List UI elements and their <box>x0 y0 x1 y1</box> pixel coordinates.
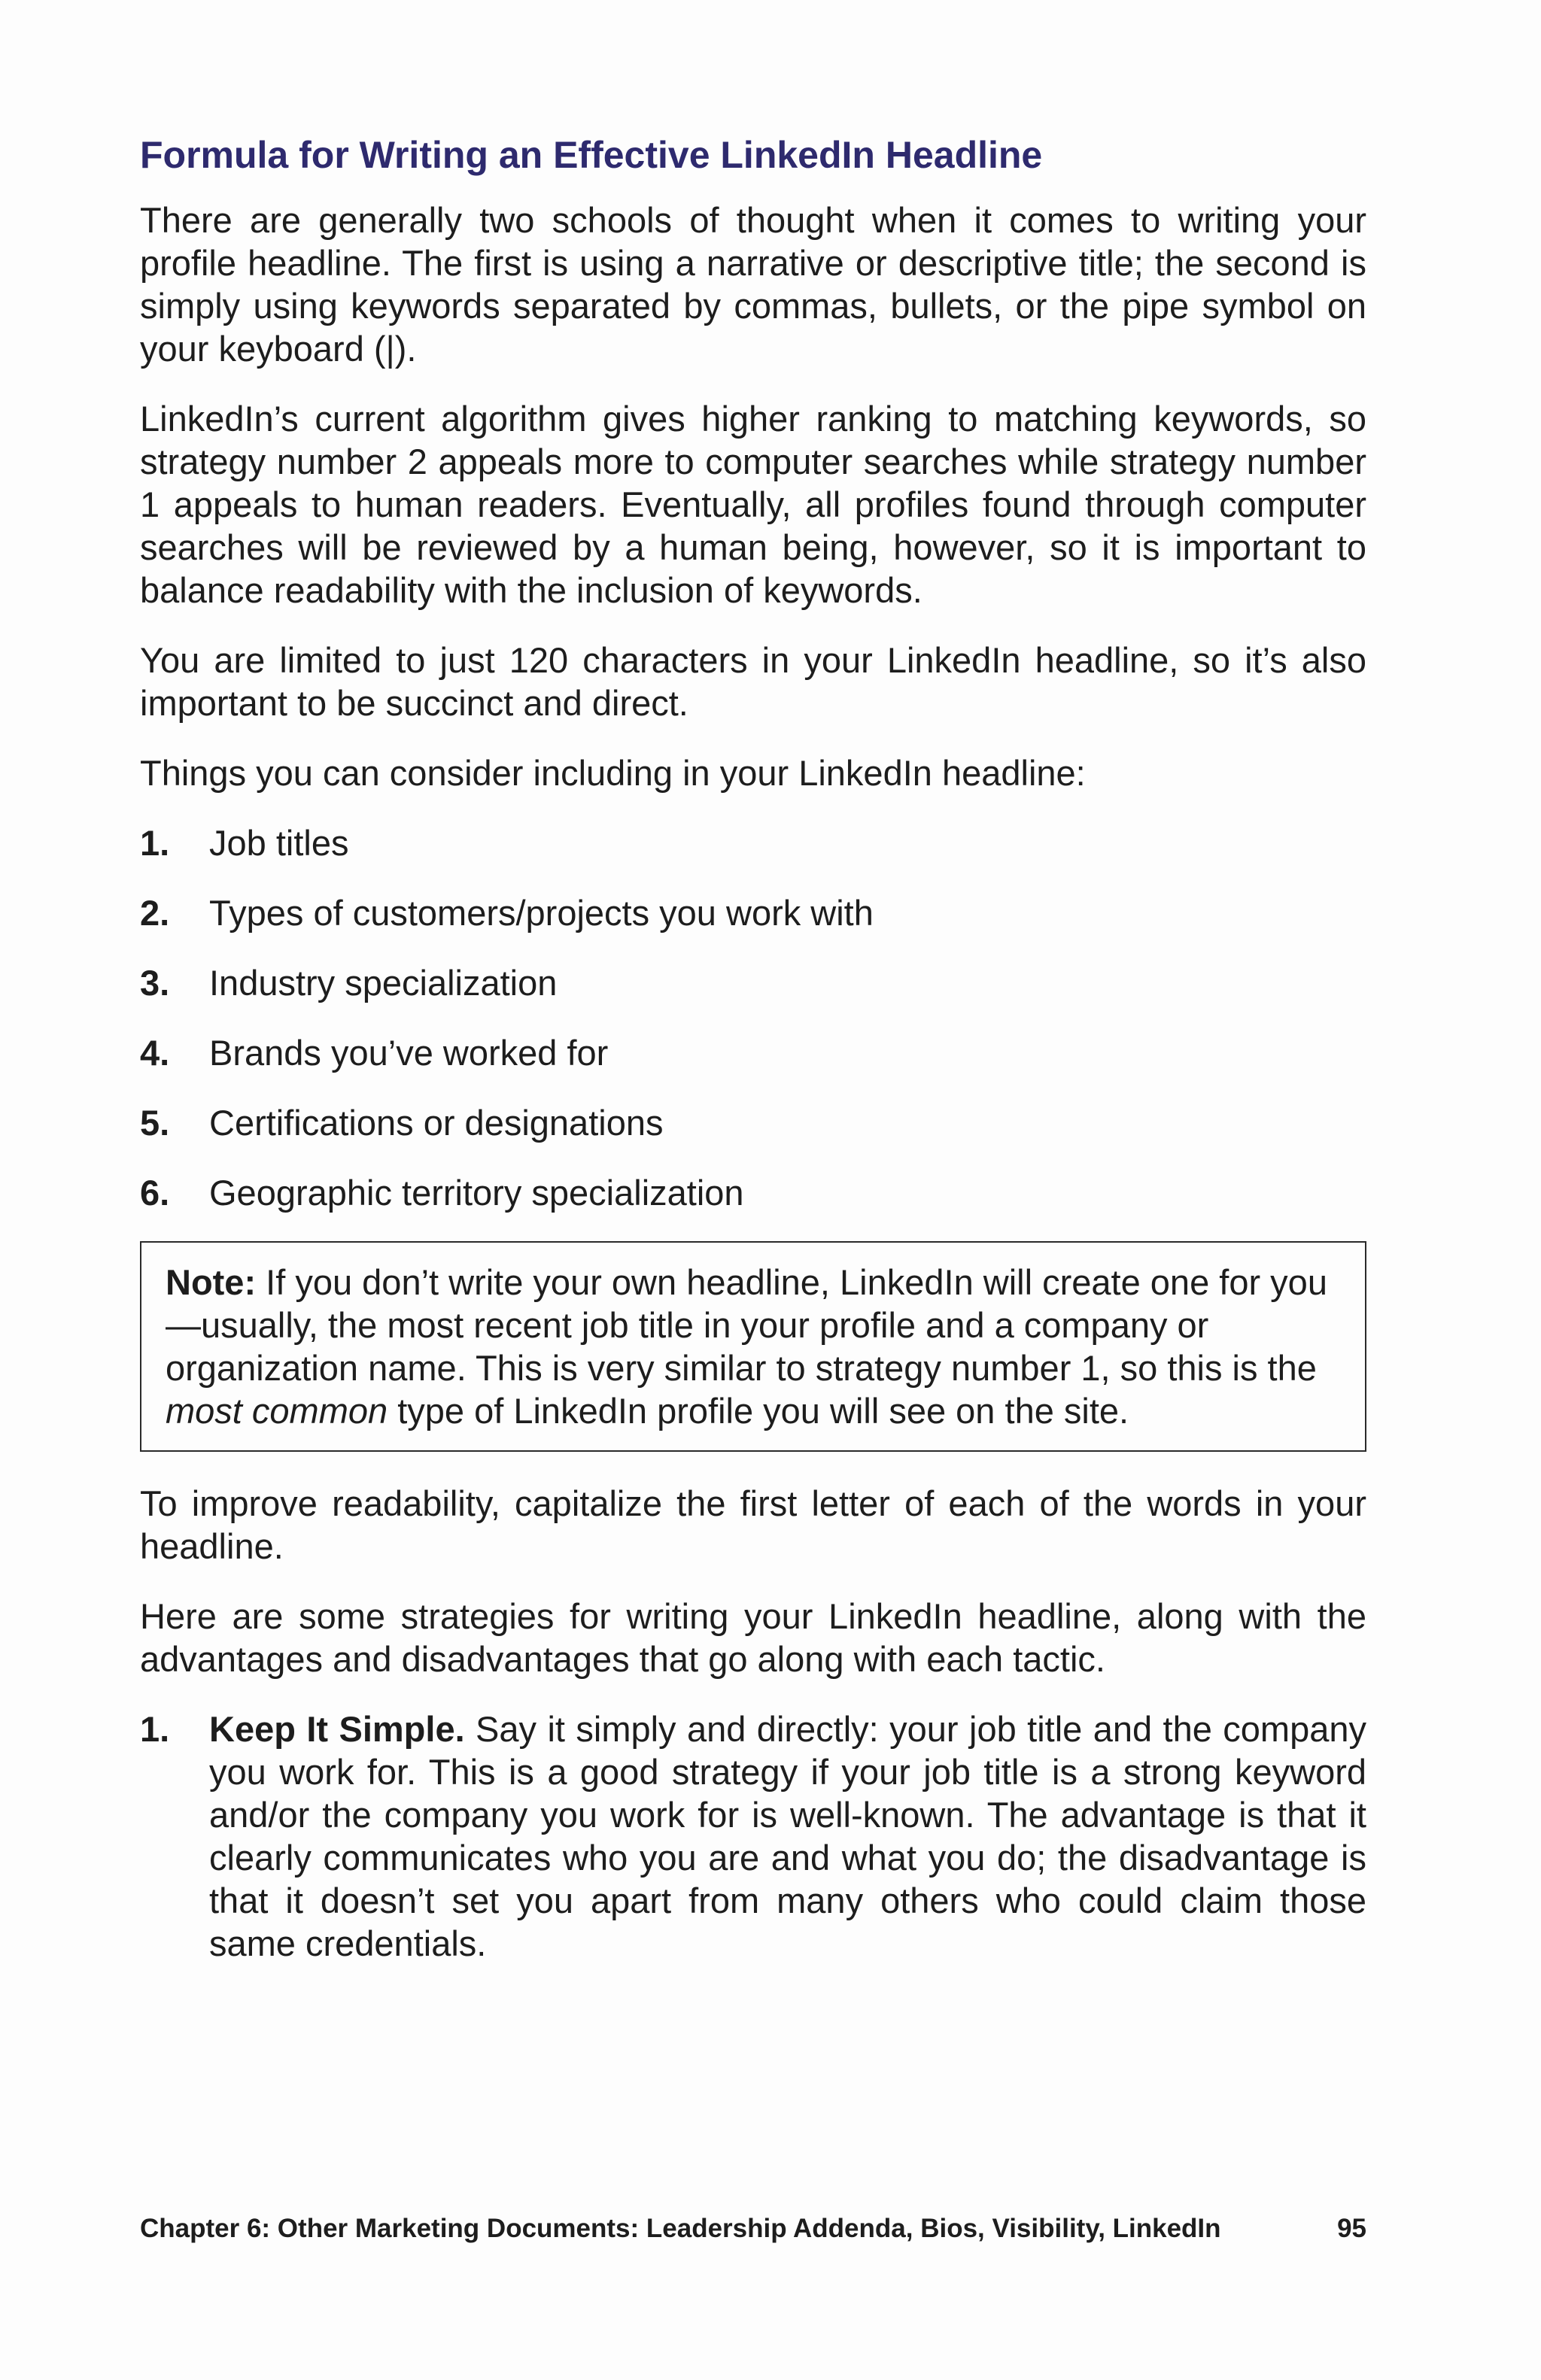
paragraph-things-to-include: Things you can consider including in your LinkedIn headline: <box>140 753 1086 793</box>
paragraph-algorithm: LinkedIn’s current algorithm gives higher ranking to matching keywords, so strategy number 2 appeals more to computer searches while strategy number 1 appeals to human readers. Eventually, all profiles found through computer searches will be reviewed by a human being, however, so it is important to balance readability with the inclusion of keywords. <box>140 399 1366 610</box>
list-item <box>140 821 1366 864</box>
strategy-title: Keep It Simple. <box>209 1709 465 1749</box>
strategy-number: 1. <box>140 1709 170 1749</box>
strategy-description: Say it simply and directly: your job title and the company you work for. This is a good strategy if your job title is a strong keyword and/or the company you work for is well-known. The advantage is that it clearly communicates who you are and what you do; the disadvantage is that it doesn’t set you apart from many others who could claim those same credentials. <box>209 1709 1366 1963</box>
list-item-number: 2. <box>140 893 170 933</box>
list-item <box>140 1031 1366 1074</box>
strategy-item <box>140 1708 1366 1965</box>
page-content <box>140 132 1366 1992</box>
list-item <box>140 891 1366 934</box>
list-item-number: 6. <box>140 1173 170 1213</box>
list-item-number: 3. <box>140 963 170 1003</box>
note-text-after: type of LinkedIn profile you will see on the site. <box>388 1391 1129 1431</box>
section-heading: Formula for Writing an Effective LinkedIn Headline <box>140 134 1043 176</box>
note-emphasis: most common <box>166 1391 388 1431</box>
list-item <box>140 1101 1366 1144</box>
headline-elements-list <box>140 821 1366 1214</box>
page-footer <box>140 2213 1366 2245</box>
paragraph-character-limit: You are limited to just 120 characters in your LinkedIn headline, so it’s also important to be succinct and direct. <box>140 640 1366 723</box>
list-item-text: Types of customers/projects you work with <box>209 893 874 933</box>
paragraph-strategies-intro: Here are some strategies for writing your LinkedIn headline, along with the advantages and disadvantages that go along with each tactic. <box>140 1596 1366 1679</box>
list-item <box>140 961 1366 1004</box>
paragraph-capitalize: To improve readability, capitalize the first letter of each of the words in your headline. <box>140 1483 1366 1566</box>
list-item-number: 4. <box>140 1033 170 1073</box>
list-item-text: Geographic territory specialization <box>209 1173 744 1213</box>
note-text-before: If you don’t write your own headline, LinkedIn will create one for you—usually, the most recent job title in your profile and a company or organization name. This is very similar to strategy number 1, so this is the <box>166 1262 1327 1388</box>
note-label: Note: <box>166 1262 257 1302</box>
page-number: 95 <box>1337 2214 1366 2243</box>
list-item-text: Brands you’ve worked for <box>209 1033 609 1073</box>
list-item-text: Industry specialization <box>209 963 558 1003</box>
paragraph-schools-of-thought: There are generally two schools of thought when it comes to writing your profile headline. The first is using a narrative or descriptive title; the second is simply using keywords separated by commas, bullets, or the pipe symbol on your keyboard (|). <box>140 200 1366 369</box>
list-item <box>140 1171 1366 1214</box>
list-item-text: Job titles <box>209 823 349 863</box>
note-box <box>140 1241 1366 1452</box>
strategies-list <box>140 1708 1366 1965</box>
footer-chapter-title: Chapter 6: Other Marketing Documents: Leadership Addenda, Bios, Visibility, LinkedIn <box>140 2214 1221 2243</box>
list-item-number: 5. <box>140 1103 170 1143</box>
strategy-text <box>209 1708 1366 1965</box>
list-item-text: Certifications or designations <box>209 1103 664 1143</box>
list-item-number: 1. <box>140 823 170 863</box>
